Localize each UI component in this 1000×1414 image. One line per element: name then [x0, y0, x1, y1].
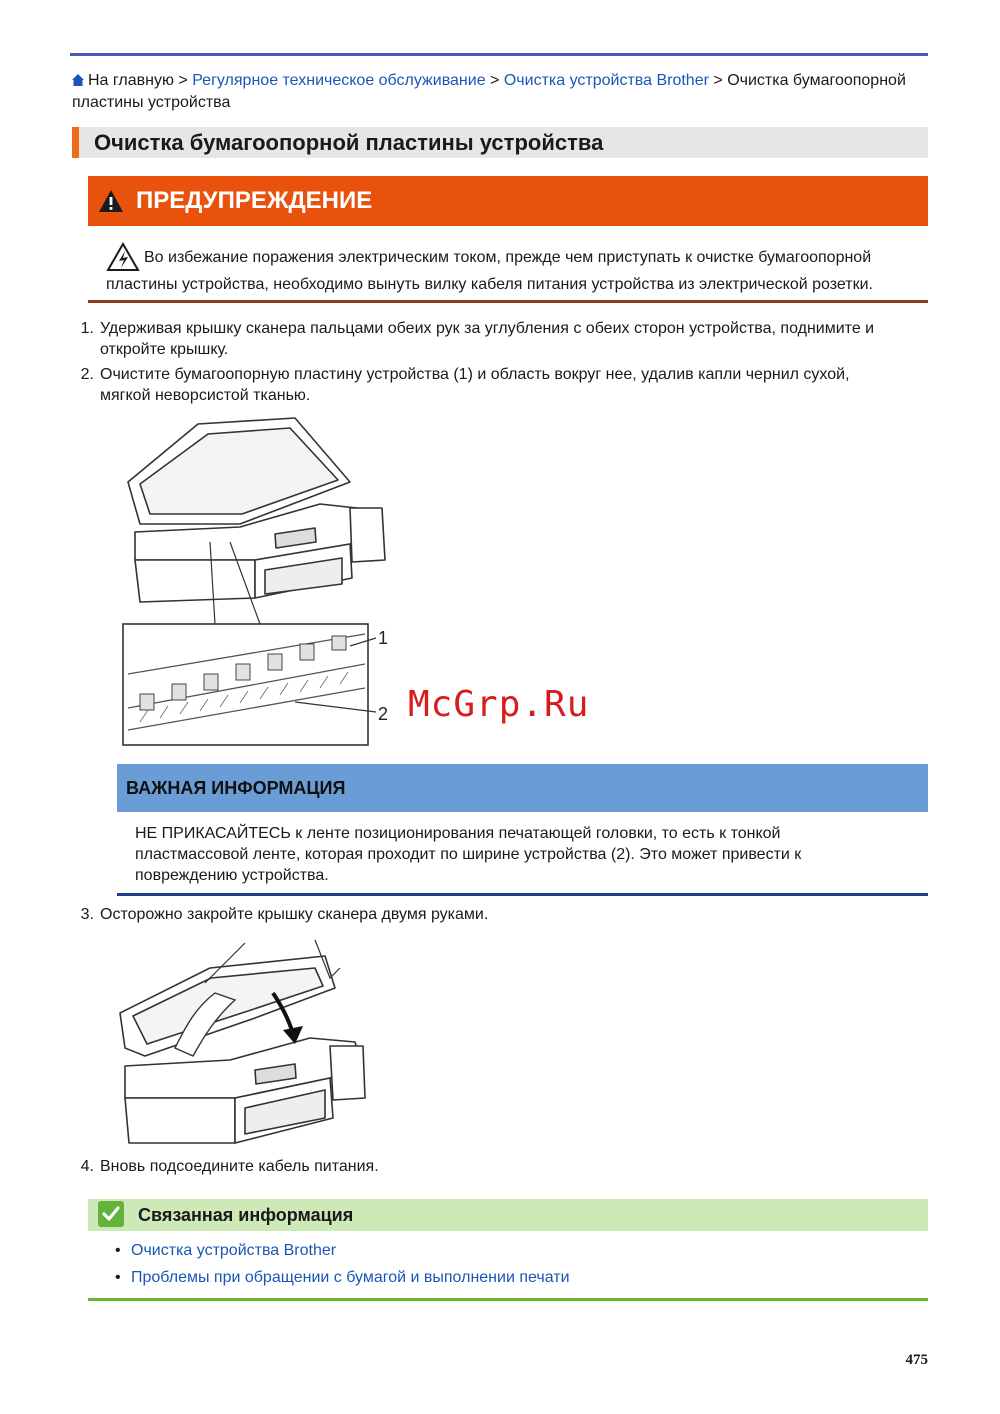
- warning-header: [88, 176, 928, 226]
- breadcrumb-separator: >: [713, 72, 723, 89]
- title-accent: [72, 127, 79, 158]
- important-text: [135, 823, 895, 886]
- important-line-1: НЕ ПРИКАСАЙТЕСЬ к ленте позиционирования печатающей головки, то есть к тонкой: [135, 825, 781, 842]
- related-links-list: [115, 1240, 570, 1294]
- important-line-2: пластмассовой ленте, которая проходит по ширине устройства (2). Это может привести к: [135, 846, 802, 863]
- breadcrumb-link-maintenance[interactable]: Регулярное техническое обслуживание: [192, 72, 486, 89]
- related-link-paper-problems[interactable]: Проблемы при обращении с бумагой и выполнении печати: [131, 1269, 570, 1286]
- breadcrumb-current: Очистка бумагоопорной пластины устройства: [72, 72, 906, 111]
- step-text: Вновь подсоедините кабель питания.: [100, 1158, 379, 1175]
- watermark-text: McGrp.Ru: [408, 684, 590, 725]
- home-icon[interactable]: [72, 74, 84, 86]
- breadcrumb-separator: >: [178, 72, 188, 89]
- warning-line-1: Во избежание поражения электрическим током, прежде чем приступать к очистке бумагоопорной: [144, 249, 872, 266]
- step-number: 2.: [80, 366, 94, 383]
- step-text: Удерживая крышку сканера пальцами обеих рук за углубления с обеих сторон устройства, поднимите и откройте крышку.: [100, 320, 875, 358]
- related-divider: [88, 1298, 928, 1301]
- important-title: ВАЖНАЯ ИНФОРМАЦИЯ: [126, 778, 346, 798]
- page-title: Очистка бумагоопорной пластины устройства: [94, 130, 604, 155]
- important-line-3: повреждению устройства.: [135, 867, 329, 884]
- step-number: 1.: [80, 320, 94, 337]
- printer-closing-illustration: [115, 938, 385, 1148]
- warning-line-2: пластины устройства, необходимо вынуть вилку кабеля питания устройства из электрической розетки.: [106, 276, 873, 293]
- top-divider: [70, 53, 928, 56]
- step-number: 3.: [80, 906, 94, 923]
- breadcrumb: [72, 70, 932, 114]
- breadcrumb-separator: >: [490, 72, 500, 89]
- step-text: Очистите бумагоопорную пластину устройства (1) и область вокруг нее, удалив капли чернил сухой, мягкой неворсистой тканью.: [100, 366, 850, 404]
- warning-text: [106, 242, 926, 298]
- list-item: • Очистка устройства Brother: [115, 1242, 337, 1259]
- list-item: • Проблемы при обращении с бумагой и выполнении печати: [115, 1269, 570, 1286]
- warning-divider: [88, 300, 928, 303]
- callout-label-1: 1: [378, 628, 389, 648]
- warning-title: ПРЕДУПРЕЖДЕНИЕ: [136, 187, 373, 214]
- related-info-header: [88, 1199, 928, 1231]
- electric-shock-icon: [106, 242, 140, 272]
- step-text: Осторожно закройте крышку сканера двумя руками.: [100, 906, 489, 923]
- page-number: 475: [905, 1352, 928, 1368]
- warning-icon: [98, 189, 124, 213]
- page-title-bar: [72, 127, 928, 158]
- related-info-title: Связанная информация: [138, 1205, 354, 1225]
- checkmark-icon: [98, 1201, 124, 1227]
- related-link-cleaning[interactable]: Очистка устройства Brother: [131, 1242, 337, 1259]
- breadcrumb-home[interactable]: На главную: [88, 72, 174, 89]
- important-header: [117, 764, 928, 812]
- printer-open-illustration: [120, 412, 410, 748]
- callout-label-2: 2: [378, 704, 389, 724]
- breadcrumb-link-cleaning[interactable]: Очистка устройства Brother: [503, 72, 709, 89]
- important-divider: [117, 893, 928, 896]
- step-number: 4.: [80, 1158, 94, 1175]
